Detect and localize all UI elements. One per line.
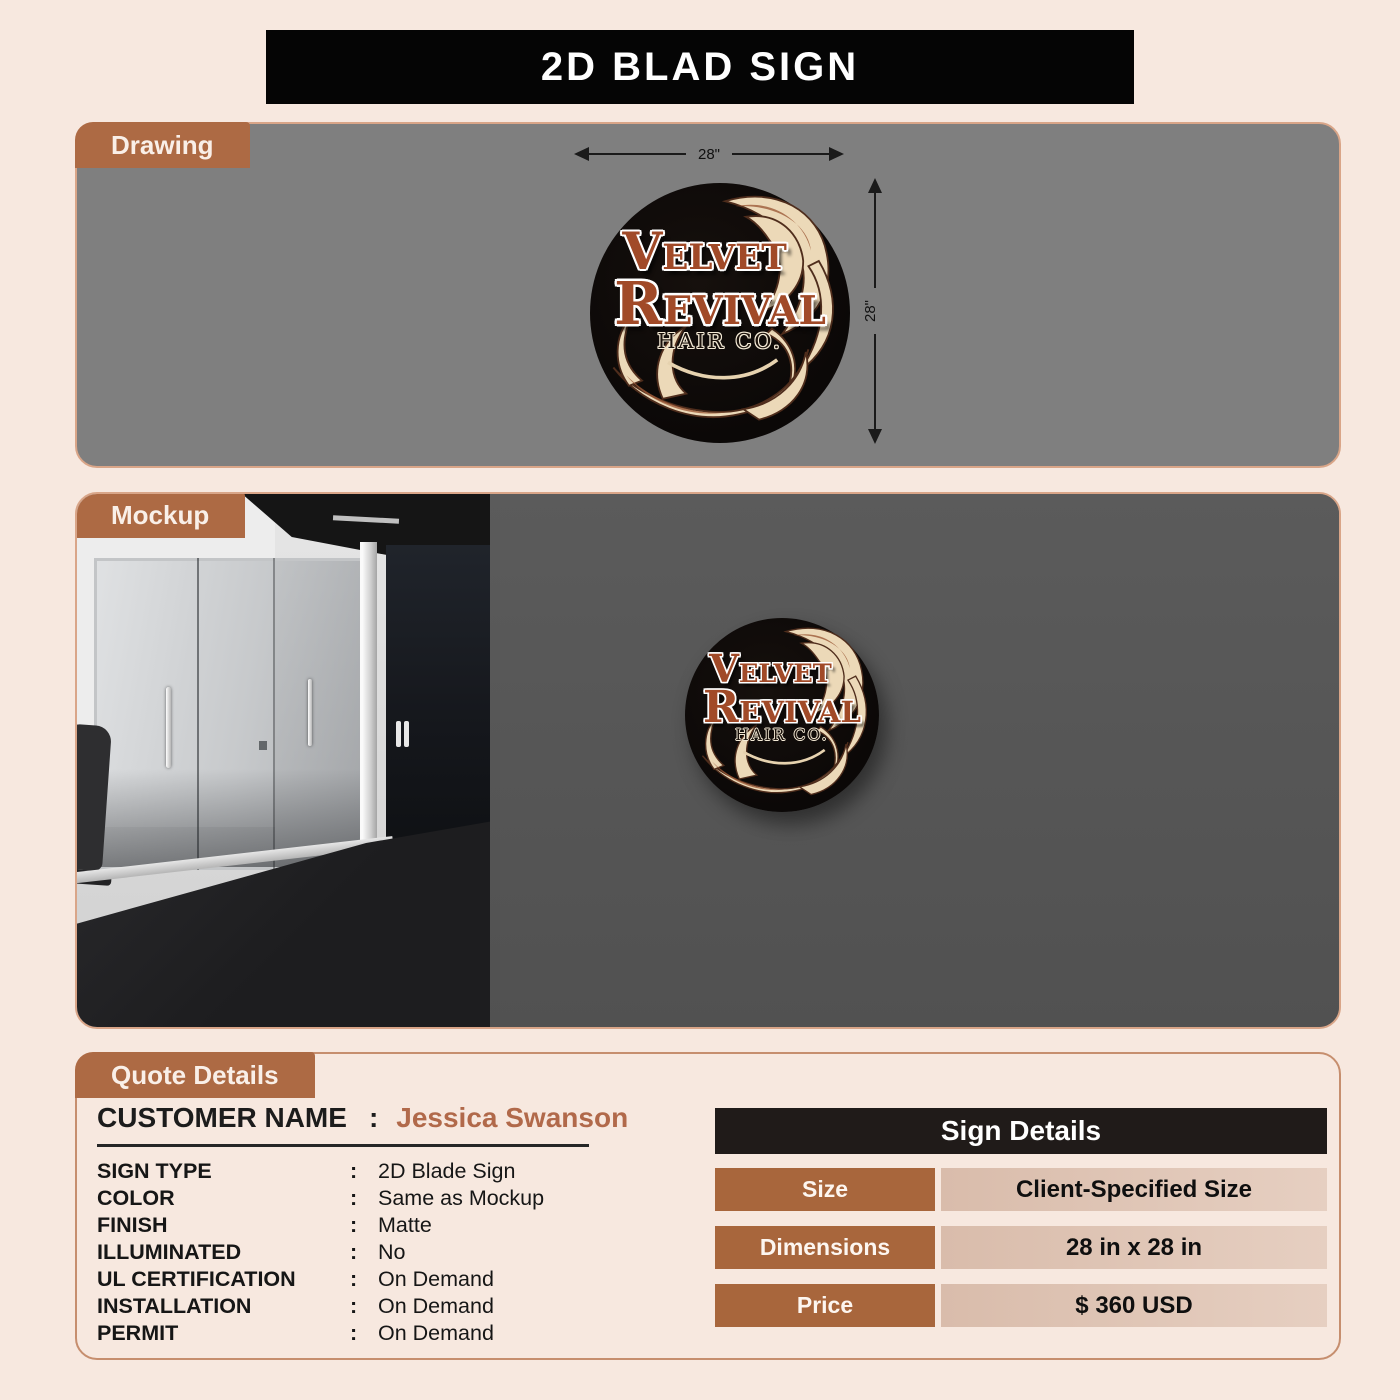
logo-line1: VELVET [709,646,832,692]
mockup-tab-label: Mockup [75,492,245,538]
spec-row-installation: INSTALLATION : On Demand [97,1294,494,1318]
mockup-wall [490,494,1339,1027]
logo-text [697,646,868,745]
door-handle-icon [308,679,312,746]
logo-text [606,222,835,353]
table-row-dimensions: Dimensions 28 in x 28 in [715,1226,1327,1269]
width-dimension-label: 28" [697,146,721,163]
width-dimension-arrow [574,140,844,168]
drawing-tab-label: Drawing [75,122,250,168]
table-row-size: Size Client-Specified Size [715,1168,1327,1211]
page-title: 2D BLAD SIGN [266,30,1134,104]
customer-name-row [97,1102,628,1134]
logo-line2: REVIVAL [614,269,826,339]
spec-row-color: COLOR : Same as Mockup [97,1186,545,1210]
sign-logo-mockup [685,618,879,812]
customer-name-label: CUSTOMER NAME [97,1102,347,1133]
glass-partition [94,558,367,869]
customer-colon: : [368,1102,379,1133]
spec-row-sign-type: SIGN TYPE : 2D Blade Sign [97,1159,516,1183]
spec-row-illuminated: ILLUMINATED : No [97,1240,406,1264]
sign-logo-drawing [590,183,850,443]
table-row-price: Price $ 360 USD [715,1284,1327,1327]
door-handle-icon [404,721,409,747]
office-photo [77,494,490,1029]
spec-row-permit: PERMIT : On Demand [97,1321,494,1345]
dark-hallway-door [386,545,490,848]
glass-edge [273,558,275,869]
quote-tab-label: Quote Details [75,1052,315,1098]
sign-details-header: Sign Details [715,1108,1327,1154]
door-handle-icon [396,721,401,747]
logo-line3: HAIR CO. [657,328,783,353]
door-knob-icon [259,741,267,750]
logo-line3: HAIR CO. [735,726,829,745]
glass-edge [197,558,199,869]
customer-underline [97,1144,589,1147]
mockup-panel [75,492,1341,1029]
spec-list [97,1158,657,1347]
height-dimension-label: 28" [862,299,879,323]
logo-line2: REVIVAL [703,681,861,733]
customer-name-value: Jessica Swanson [396,1102,629,1133]
quote-details-panel [75,1052,1341,1360]
logo-line1: VELVET [622,222,787,283]
height-dimension-arrow [860,178,890,444]
door-handle-icon [166,687,171,768]
drawing-panel [75,122,1341,468]
sign-details-table [715,1108,1327,1342]
spec-row-finish: FINISH : Matte [97,1213,432,1237]
spec-row-ul-certification: UL CERTIFICATION : On Demand [97,1267,494,1291]
